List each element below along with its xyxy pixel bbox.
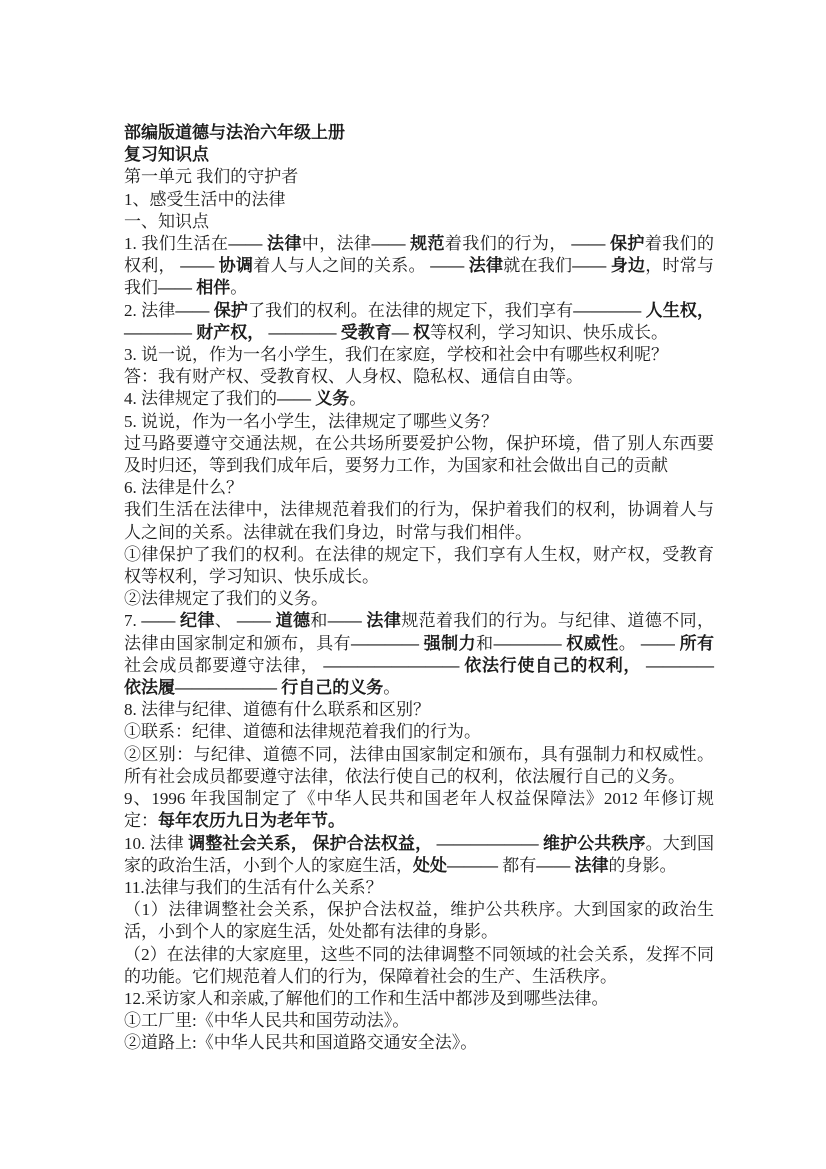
document-content bbox=[124, 122, 714, 1055]
body-text: 。 bbox=[383, 678, 401, 698]
answer-text: 处处——— bbox=[413, 855, 498, 875]
item-12 bbox=[124, 988, 714, 1010]
body-text: ①工厂里:《中华人民共和国劳动法》。 bbox=[124, 1011, 410, 1031]
body-text: 过马路要遵守交通法规，在公共场所要爱护公物，保护环境，借了别人东西要及时归还，等到我们成年后，要努力工作，为国家和社会做出自己的贡献 bbox=[124, 433, 714, 476]
body-text: 我们生活在法律中，法律规范着我们的行为，保护着我们的权利，协调着人与人之间的关系。法律就在我们身边，时常与我们相伴。 bbox=[124, 500, 714, 542]
body-text: 1、感受生活中的法律 bbox=[124, 189, 286, 209]
answer-text: 部编版道德与法治六年级上册 bbox=[124, 123, 345, 142]
item-3-answer bbox=[124, 366, 714, 388]
body-text: ②区别：与纪律、道德不同，法律由国家制定和颁布，具有强制力和权威性。所有社会成员都要遵守法律，依法行使自己的权利，依法履行自己的义务。 bbox=[124, 744, 714, 786]
answer-text: —— 义务 bbox=[277, 389, 350, 409]
item-1 bbox=[124, 233, 714, 300]
body-text: 10. 法律 bbox=[124, 833, 189, 853]
answer-text: —— 法律 bbox=[327, 611, 402, 631]
body-text: 答：我有财产权、受教育权、人身权、隐私权、通信自由等。 bbox=[124, 367, 583, 387]
item-11-answer-1 bbox=[124, 899, 714, 943]
unit-heading bbox=[124, 166, 714, 188]
answer-text: —— 纪律 bbox=[141, 611, 215, 631]
item-4 bbox=[124, 388, 714, 410]
answer-text: —— 法律 bbox=[228, 234, 302, 254]
item-8 bbox=[124, 699, 714, 721]
item-11 bbox=[124, 877, 714, 899]
answer-text: —————— 维护公共秩序 bbox=[436, 833, 646, 853]
body-text: 着人与人之间的关系。 bbox=[253, 256, 431, 276]
body-text: 4. 法律规定了我们的 bbox=[124, 389, 277, 409]
body-text: 3. 说一说，作为一名小学生，我们在家庭，学校和社会中有哪些权利呢？ bbox=[124, 345, 668, 365]
body-text: 规范着我们的行为。与纪律、道德不同，法律由国家制定和颁布，具有 bbox=[124, 611, 715, 653]
body-text: 5. 说说，作为一名小学生，法律规定了哪些义务？ bbox=[124, 411, 498, 431]
answer-text: —— 所有 bbox=[636, 633, 715, 653]
body-text: 。大到国家的政治生活，小到个人的家庭生活， bbox=[124, 833, 715, 875]
body-text: 第一单元 我们的守护者 bbox=[124, 167, 299, 187]
section-heading bbox=[124, 211, 714, 233]
doc-title bbox=[124, 122, 714, 144]
item-9 bbox=[124, 788, 714, 832]
body-text: 等权利，学习知识、快乐成长。 bbox=[430, 322, 668, 342]
answer-text: —— 相伴 bbox=[158, 278, 231, 298]
item-5-answer bbox=[124, 433, 714, 477]
body-text: 就在我们 bbox=[503, 256, 573, 276]
answer-text: —— 法律 bbox=[430, 256, 504, 276]
body-text: 12.采访家人和亲戚,了解他们的工作和生活中都涉及到哪些法律。 bbox=[124, 988, 609, 1008]
body-text: （1）法律调整社会关系，保护合法权益，维护公共秩序。大到国家的政治生活，小到个人的家庭生活，处处都有法律的身影。 bbox=[124, 900, 714, 942]
answer-text: ———————— 依法行使自己的权利， bbox=[323, 655, 646, 675]
answer-text: —— 协调 bbox=[180, 256, 254, 276]
body-text: 中，法律 bbox=[301, 234, 372, 254]
body-text: ②法律规定了我们的义务。 bbox=[124, 589, 328, 609]
body-text: （2）在法律的大家庭里，这些不同的法律调整不同领域的社会关系，发挥不同的功能。它们规范着人们的行为，保障着社会的生产、生活秩序。 bbox=[124, 944, 714, 986]
item-6 bbox=[124, 477, 714, 499]
body-text: 、 bbox=[214, 611, 237, 631]
body-text: 8. 法律与纪律、道德有什么联系和区别？ bbox=[124, 700, 430, 720]
answer-text: ———— 人生权， bbox=[573, 300, 715, 320]
body-text: 和 bbox=[310, 611, 328, 631]
body-text: ①联系：纪律、道德和法律规范着我们的行为。 bbox=[124, 722, 481, 742]
body-text: 6. 法律是什么？ bbox=[124, 478, 243, 498]
item-11-answer-2 bbox=[124, 944, 714, 988]
item-7 bbox=[124, 610, 714, 699]
body-text: 了我们的权利。在法律的规定下，我们享有 bbox=[248, 300, 574, 320]
item-12-answer-1 bbox=[124, 1010, 714, 1032]
answer-text: ———— 强制力 bbox=[351, 633, 477, 653]
body-text: 一、知识点 bbox=[124, 211, 209, 231]
item-2 bbox=[124, 300, 714, 344]
body-text: 的身影。 bbox=[608, 855, 677, 875]
answer-text: ———— 财产权， bbox=[124, 322, 265, 342]
item-8-answer-2 bbox=[124, 744, 714, 788]
body-text: 1. 我们生活在 bbox=[124, 234, 229, 254]
answer-text: ———— 权威性 bbox=[493, 633, 619, 653]
item-10 bbox=[124, 833, 714, 877]
body-text: 2. 法律 bbox=[124, 300, 176, 320]
body-text: 11.法律与我们的生活有什么关系？ bbox=[124, 877, 383, 897]
body-text: 。 bbox=[349, 389, 367, 409]
answer-text: ———— 依法履 bbox=[124, 655, 714, 698]
body-text: 着我们的权利， bbox=[124, 234, 715, 276]
item-6-answer-2 bbox=[124, 544, 714, 588]
item-5 bbox=[124, 411, 714, 433]
body-text: ②道路上:《中华人民共和国道路交通安全法》。 bbox=[124, 1033, 478, 1053]
answer-text: —— 规范 bbox=[371, 234, 445, 254]
answer-text: —————— 行自己的义务 bbox=[175, 678, 384, 698]
body-text: 都有 bbox=[498, 855, 537, 875]
item-12-answer-2 bbox=[124, 1032, 714, 1054]
body-text: 。 bbox=[230, 278, 248, 298]
item-8-answer-1 bbox=[124, 721, 714, 743]
answer-text: —— 身边 bbox=[572, 256, 646, 276]
answer-text: ———— 受教育— 权 bbox=[264, 322, 430, 342]
item-6-answer-1 bbox=[124, 499, 714, 543]
body-text: ①律保护了我们的权利。在法律的规定下，我们享有人生权，财产权，受教育权等权利，学习知识、快乐成长。 bbox=[124, 544, 714, 587]
item-3 bbox=[124, 344, 714, 366]
answer-text: 复习知识点 bbox=[124, 145, 209, 165]
answer-text: —— 保护 bbox=[571, 234, 645, 254]
body-text: 7. bbox=[124, 611, 142, 631]
answer-text: —— 道德 bbox=[236, 611, 311, 631]
body-text: 和 bbox=[476, 633, 494, 653]
body-text: 。 bbox=[618, 633, 637, 653]
answer-text: 调整社会关系， 保护合法权益， bbox=[188, 833, 437, 853]
body-text: 9、1996 年我国制定了《中华人民共和国老年人权益保障法》2012 年修订规定： bbox=[124, 789, 714, 831]
answer-text: —— 法律 bbox=[536, 855, 609, 875]
item-6-answer-3 bbox=[124, 588, 714, 610]
body-text: 社会成员都要遵守法律， bbox=[124, 655, 324, 675]
answer-text: —— 保护 bbox=[175, 300, 248, 320]
lesson-heading bbox=[124, 189, 714, 211]
review-heading bbox=[124, 144, 714, 166]
body-text: ，时常与我们 bbox=[124, 256, 714, 298]
body-text: 着我们的行为， bbox=[444, 234, 572, 254]
answer-text: 每年农历九日为老年节。 bbox=[158, 811, 345, 831]
